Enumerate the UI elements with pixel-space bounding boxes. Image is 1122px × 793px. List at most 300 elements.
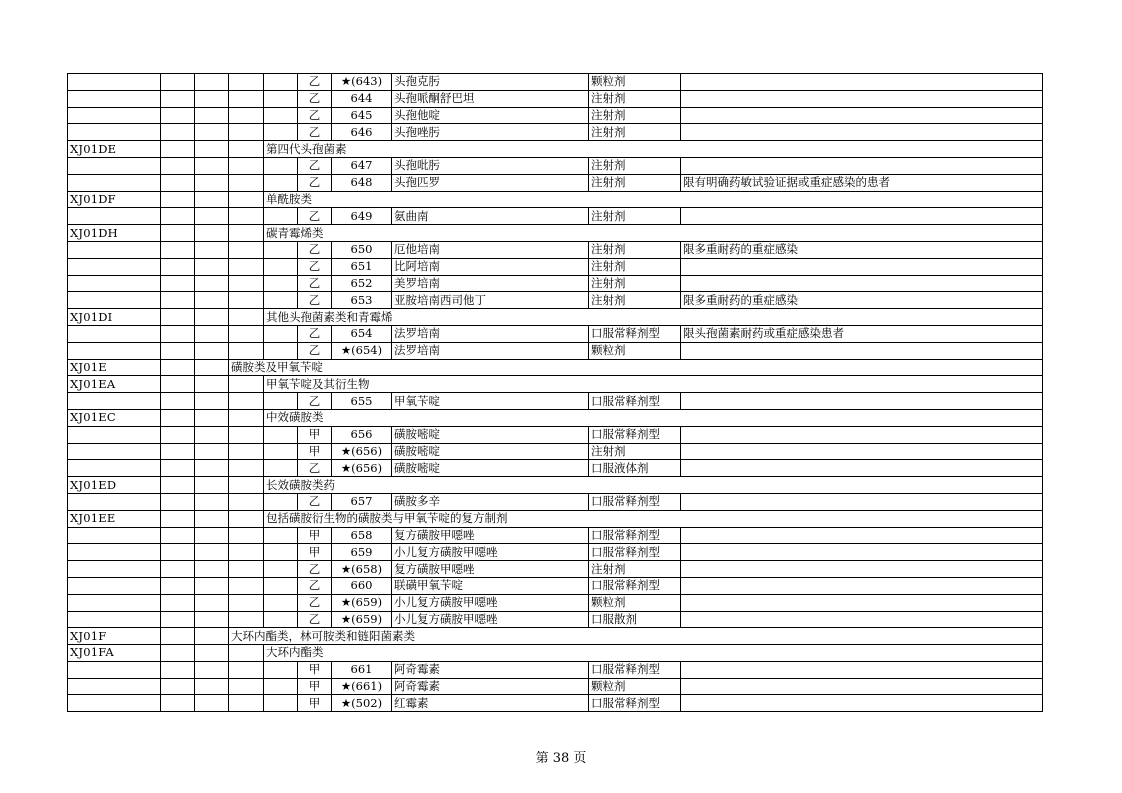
drug-name-cell: 头孢他啶 [392, 107, 589, 124]
table-row [68, 645, 1043, 662]
atc-code-cell: XJ01EE [68, 510, 161, 527]
drug-number-cell: 647 [332, 157, 392, 174]
table-row [68, 208, 1043, 225]
table-row [68, 174, 1043, 191]
table-row [68, 527, 1043, 544]
dosage-form-cell: 口服散剂 [589, 611, 681, 628]
atc-code-cell: XJ01DF [68, 191, 161, 208]
category-level2-cell [264, 544, 298, 561]
drug-number-cell: ★(656) [332, 460, 392, 477]
table-row [68, 577, 1043, 594]
blank-cell [161, 124, 195, 141]
drug-number-cell: 654 [332, 325, 392, 342]
drug-number-cell: ★(643) [332, 74, 392, 91]
grade-cell: 乙 [298, 393, 332, 410]
atc-code-cell: XJ01F [68, 628, 161, 645]
blank-cell [161, 258, 195, 275]
category-level2-cell [264, 493, 298, 510]
blank-cell [195, 443, 229, 460]
atc-code-cell [68, 241, 161, 258]
blank-cell [161, 443, 195, 460]
table-row [68, 107, 1043, 124]
table-row [68, 141, 1043, 158]
category-level1-cell [229, 460, 264, 477]
blank-cell [161, 577, 195, 594]
grade-cell: 乙 [298, 275, 332, 292]
blank-cell [195, 577, 229, 594]
blank-cell [161, 342, 195, 359]
atc-code-cell [68, 325, 161, 342]
drug-name-cell: 磺胺多辛 [392, 493, 589, 510]
blank-cell [161, 527, 195, 544]
restriction-note-cell [681, 527, 1043, 544]
category-level1-cell [229, 275, 264, 292]
category-level1-cell [229, 527, 264, 544]
blank-cell [195, 342, 229, 359]
table-row [68, 342, 1043, 359]
blank-cell [161, 460, 195, 477]
blank-cell [195, 477, 229, 494]
restriction-note-cell: 限多重耐药的重症感染 [681, 241, 1043, 258]
atc-code-cell [68, 393, 161, 410]
blank-cell [195, 359, 229, 376]
category-level2-cell [264, 74, 298, 91]
blank-cell [195, 409, 229, 426]
drug-name-cell: 小儿复方磺胺甲噁唑 [392, 594, 589, 611]
category-level1-cell [229, 678, 264, 695]
table-row [68, 460, 1043, 477]
drug-number-cell: ★(654) [332, 342, 392, 359]
category-level1-cell [229, 544, 264, 561]
category-level1-cell [229, 577, 264, 594]
restriction-note-cell [681, 577, 1043, 594]
category-level1-cell [229, 325, 264, 342]
atc-code-cell [68, 107, 161, 124]
blank-cell [161, 594, 195, 611]
blank-cell [195, 695, 229, 712]
blank-cell [195, 493, 229, 510]
blank-cell [161, 409, 195, 426]
drug-number-cell: 648 [332, 174, 392, 191]
blank-cell [195, 527, 229, 544]
dosage-form-cell: 口服液体剂 [589, 460, 681, 477]
atc-code-cell [68, 426, 161, 443]
atc-code-cell [68, 275, 161, 292]
category-level1-cell [229, 208, 264, 225]
restriction-note-cell: 限有明确药敏试验证据或重症感染的患者 [681, 174, 1043, 191]
dosage-form-cell: 口服常释剂型 [589, 493, 681, 510]
table-row [68, 241, 1043, 258]
grade-cell: 甲 [298, 661, 332, 678]
restriction-note-cell [681, 107, 1043, 124]
restriction-note-cell [681, 661, 1043, 678]
table-row [68, 510, 1043, 527]
atc-code-cell: XJ01DE [68, 141, 161, 158]
blank-cell [161, 208, 195, 225]
drug-number-cell: ★(502) [332, 695, 392, 712]
restriction-note-cell [681, 258, 1043, 275]
table-row [68, 124, 1043, 141]
drug-number-cell: ★(658) [332, 561, 392, 578]
drug-number-cell: 661 [332, 661, 392, 678]
drug-number-cell: 649 [332, 208, 392, 225]
dosage-form-cell: 口服常释剂型 [589, 544, 681, 561]
restriction-note-cell [681, 594, 1043, 611]
blank-cell [195, 645, 229, 662]
atc-code-cell [68, 611, 161, 628]
grade-cell: 乙 [298, 107, 332, 124]
atc-code-cell [68, 594, 161, 611]
table-row [68, 191, 1043, 208]
atc-code-cell: XJ01EA [68, 376, 161, 393]
drug-number-cell: 656 [332, 426, 392, 443]
category-level1-cell [229, 74, 264, 91]
category-level2-cell [264, 695, 298, 712]
grade-cell: 甲 [298, 443, 332, 460]
blank-cell [161, 661, 195, 678]
blank-cell [161, 544, 195, 561]
dosage-form-cell: 注射剂 [589, 292, 681, 309]
grade-cell: 乙 [298, 157, 332, 174]
grade-cell: 乙 [298, 208, 332, 225]
drug-number-cell: 644 [332, 90, 392, 107]
category-level2-cell [264, 90, 298, 107]
category-level2-cell [264, 678, 298, 695]
atc-code-cell [68, 124, 161, 141]
drug-number-cell: 651 [332, 258, 392, 275]
table-row [68, 628, 1043, 645]
restriction-note-cell [681, 208, 1043, 225]
drug-number-cell: ★(656) [332, 443, 392, 460]
category-level1-cell [229, 695, 264, 712]
drug-number-cell: ★(659) [332, 611, 392, 628]
table-row [68, 594, 1043, 611]
table-row [68, 309, 1043, 326]
atc-code-cell [68, 460, 161, 477]
category-level1-cell [229, 561, 264, 578]
drug-name-cell: 小儿复方磺胺甲噁唑 [392, 544, 589, 561]
dosage-form-cell: 口服常释剂型 [589, 426, 681, 443]
drug-name-cell: 法罗培南 [392, 325, 589, 342]
dosage-form-cell: 注射剂 [589, 90, 681, 107]
grade-cell: 乙 [298, 74, 332, 91]
category-level1-cell [229, 107, 264, 124]
drug-name-cell: 头孢匹罗 [392, 174, 589, 191]
category-level2-cell [264, 275, 298, 292]
restriction-note-cell [681, 342, 1043, 359]
dosage-form-cell: 口服常释剂型 [589, 577, 681, 594]
table-row [68, 325, 1043, 342]
atc-code-cell: XJ01DI [68, 309, 161, 326]
grade-cell: 乙 [298, 258, 332, 275]
category-level2-cell: 长效磺胺类药 [264, 477, 1043, 494]
grade-cell: 乙 [298, 577, 332, 594]
drug-number-cell: ★(659) [332, 594, 392, 611]
dosage-form-cell: 注射剂 [589, 208, 681, 225]
category-level2-cell: 碳青霉烯类 [264, 225, 1043, 242]
blank-cell [161, 74, 195, 91]
restriction-note-cell [681, 124, 1043, 141]
category-level2-cell: 中效磺胺类 [264, 409, 1043, 426]
atc-code-cell [68, 678, 161, 695]
category-level2-cell: 第四代头孢菌素 [264, 141, 1043, 158]
drug-name-cell: 氨曲南 [392, 208, 589, 225]
category-level1-cell [229, 443, 264, 460]
dosage-form-cell: 口服常释剂型 [589, 661, 681, 678]
atc-code-cell [68, 527, 161, 544]
category-level1-cell [229, 510, 264, 527]
category-level1-cell [229, 258, 264, 275]
table-row [68, 695, 1043, 712]
atc-code-cell [68, 174, 161, 191]
atc-code-cell [68, 544, 161, 561]
category-level1-cell: 磺胺类及甲氧苄啶 [229, 359, 1043, 376]
table-row [68, 409, 1043, 426]
category-level1-cell [229, 309, 264, 326]
restriction-note-cell [681, 443, 1043, 460]
category-level2-cell [264, 460, 298, 477]
blank-cell [195, 124, 229, 141]
dosage-form-cell: 注射剂 [589, 124, 681, 141]
blank-cell [195, 191, 229, 208]
blank-cell [195, 275, 229, 292]
drug-number-cell: ★(661) [332, 678, 392, 695]
restriction-note-cell [681, 393, 1043, 410]
category-level2-cell: 单酰胺类 [264, 191, 1043, 208]
drug-number-cell: 652 [332, 275, 392, 292]
blank-cell [161, 561, 195, 578]
blank-cell [195, 628, 229, 645]
blank-cell [195, 292, 229, 309]
restriction-note-cell [681, 275, 1043, 292]
drug-number-cell: 645 [332, 107, 392, 124]
atc-code-cell: XJ01FA [68, 645, 161, 662]
dosage-form-cell: 口服常释剂型 [589, 325, 681, 342]
category-level1-cell [229, 191, 264, 208]
table-row [68, 477, 1043, 494]
table-row [68, 544, 1043, 561]
table-row [68, 258, 1043, 275]
drug-name-cell: 头孢吡肟 [392, 157, 589, 174]
category-level1-cell [229, 426, 264, 443]
grade-cell: 乙 [298, 90, 332, 107]
table-row [68, 292, 1043, 309]
drug-name-cell: 头孢克肟 [392, 74, 589, 91]
grade-cell: 乙 [298, 174, 332, 191]
category-level1-cell [229, 376, 264, 393]
blank-cell [161, 611, 195, 628]
blank-cell [195, 325, 229, 342]
category-level2-cell [264, 258, 298, 275]
blank-cell [195, 225, 229, 242]
category-level1-cell [229, 90, 264, 107]
drug-number-cell: 655 [332, 393, 392, 410]
table-row [68, 90, 1043, 107]
drug-list-table [67, 73, 1043, 712]
dosage-form-cell: 注射剂 [589, 275, 681, 292]
table-row [68, 74, 1043, 91]
drug-name-cell: 阿奇霉素 [392, 678, 589, 695]
page-number: 第 38 页 [535, 751, 587, 766]
blank-cell [161, 510, 195, 527]
category-level1-cell [229, 141, 264, 158]
drug-list-body [68, 74, 1043, 712]
blank-cell [195, 426, 229, 443]
drug-number-cell: 657 [332, 493, 392, 510]
blank-cell [195, 376, 229, 393]
category-level2-cell: 包括磺胺衍生物的磺胺类与甲氧苄啶的复方制剂 [264, 510, 1043, 527]
drug-number-cell: 659 [332, 544, 392, 561]
drug-number-cell: 653 [332, 292, 392, 309]
blank-cell [161, 695, 195, 712]
blank-cell [161, 309, 195, 326]
blank-cell [195, 157, 229, 174]
blank-cell [195, 510, 229, 527]
atc-code-cell: XJ01ED [68, 477, 161, 494]
dosage-form-cell: 口服常释剂型 [589, 393, 681, 410]
atc-code-cell [68, 74, 161, 91]
category-level1-cell [229, 477, 264, 494]
category-level2-cell [264, 174, 298, 191]
table-row [68, 275, 1043, 292]
restriction-note-cell [681, 695, 1043, 712]
blank-cell [195, 661, 229, 678]
blank-cell [161, 157, 195, 174]
category-level2-cell [264, 124, 298, 141]
drug-name-cell: 比阿培南 [392, 258, 589, 275]
category-level2-cell [264, 342, 298, 359]
drug-name-cell: 法罗培南 [392, 342, 589, 359]
blank-cell [161, 678, 195, 695]
dosage-form-cell: 颗粒剂 [589, 594, 681, 611]
dosage-form-cell: 注射剂 [589, 174, 681, 191]
category-level2-cell [264, 325, 298, 342]
drug-name-cell: 头孢哌酮舒巴坦 [392, 90, 589, 107]
blank-cell [161, 141, 195, 158]
category-level2-cell [264, 661, 298, 678]
blank-cell [195, 107, 229, 124]
dosage-form-cell: 注射剂 [589, 241, 681, 258]
grade-cell: 甲 [298, 544, 332, 561]
blank-cell [161, 191, 195, 208]
dosage-form-cell: 颗粒剂 [589, 342, 681, 359]
blank-cell [195, 141, 229, 158]
drug-name-cell: 红霉素 [392, 695, 589, 712]
atc-code-cell [68, 342, 161, 359]
drug-name-cell: 亚胺培南西司他丁 [392, 292, 589, 309]
atc-code-cell [68, 443, 161, 460]
blank-cell [195, 174, 229, 191]
table-row [68, 443, 1043, 460]
category-level2-cell: 其他头孢菌素类和青霉烯 [264, 309, 1043, 326]
drug-number-cell: 646 [332, 124, 392, 141]
table-row [68, 225, 1043, 242]
atc-code-cell [68, 90, 161, 107]
drug-name-cell: 磺胺嘧啶 [392, 460, 589, 477]
atc-code-cell [68, 493, 161, 510]
restriction-note-cell: 限头孢菌素耐药或重症感染患者 [681, 325, 1043, 342]
blank-cell [161, 426, 195, 443]
blank-cell [195, 90, 229, 107]
blank-cell [161, 225, 195, 242]
atc-code-cell [68, 695, 161, 712]
blank-cell [161, 90, 195, 107]
drug-number-cell: 650 [332, 241, 392, 258]
blank-cell [161, 376, 195, 393]
grade-cell: 乙 [298, 594, 332, 611]
grade-cell: 乙 [298, 493, 332, 510]
grade-cell: 乙 [298, 342, 332, 359]
restriction-note-cell [681, 493, 1043, 510]
atc-code-cell [68, 292, 161, 309]
category-level2-cell [264, 443, 298, 460]
grade-cell: 乙 [298, 124, 332, 141]
grade-cell: 甲 [298, 527, 332, 544]
table-row [68, 661, 1043, 678]
blank-cell [161, 275, 195, 292]
dosage-form-cell: 注射剂 [589, 561, 681, 578]
blank-cell [195, 594, 229, 611]
blank-cell [161, 325, 195, 342]
dosage-form-cell: 口服常释剂型 [589, 527, 681, 544]
category-level1-cell [229, 493, 264, 510]
table-row [68, 376, 1043, 393]
atc-code-cell [68, 561, 161, 578]
category-level2-cell [264, 527, 298, 544]
blank-cell [195, 678, 229, 695]
category-level2-cell: 甲氧苄啶及其衍生物 [264, 376, 1043, 393]
blank-cell [161, 241, 195, 258]
blank-cell [195, 208, 229, 225]
category-level1-cell [229, 241, 264, 258]
drug-number-cell: 658 [332, 527, 392, 544]
category-level2-cell [264, 292, 298, 309]
atc-code-cell [68, 157, 161, 174]
restriction-note-cell [681, 460, 1043, 477]
category-level1-cell [229, 661, 264, 678]
category-level1-cell [229, 157, 264, 174]
drug-name-cell: 甲氧苄啶 [392, 393, 589, 410]
blank-cell [195, 241, 229, 258]
dosage-form-cell: 注射剂 [589, 157, 681, 174]
category-level2-cell [264, 393, 298, 410]
category-level1-cell [229, 611, 264, 628]
category-level1-cell [229, 124, 264, 141]
drug-name-cell: 磺胺嘧啶 [392, 426, 589, 443]
drug-name-cell: 阿奇霉素 [392, 661, 589, 678]
drug-name-cell: 厄他培南 [392, 241, 589, 258]
atc-code-cell: XJ01EC [68, 409, 161, 426]
blank-cell [161, 174, 195, 191]
drug-name-cell: 美罗培南 [392, 275, 589, 292]
category-level2-cell [264, 208, 298, 225]
drug-name-cell: 复方磺胺甲噁唑 [392, 527, 589, 544]
category-level2-cell [264, 241, 298, 258]
drug-name-cell: 小儿复方磺胺甲噁唑 [392, 611, 589, 628]
grade-cell: 乙 [298, 611, 332, 628]
blank-cell [161, 493, 195, 510]
blank-cell [195, 460, 229, 477]
category-level2-cell [264, 107, 298, 124]
restriction-note-cell [681, 611, 1043, 628]
blank-cell [161, 645, 195, 662]
blank-cell [195, 309, 229, 326]
blank-cell [195, 393, 229, 410]
category-level2-cell [264, 157, 298, 174]
category-level1-cell [229, 645, 264, 662]
grade-cell: 乙 [298, 561, 332, 578]
table-row [68, 157, 1043, 174]
